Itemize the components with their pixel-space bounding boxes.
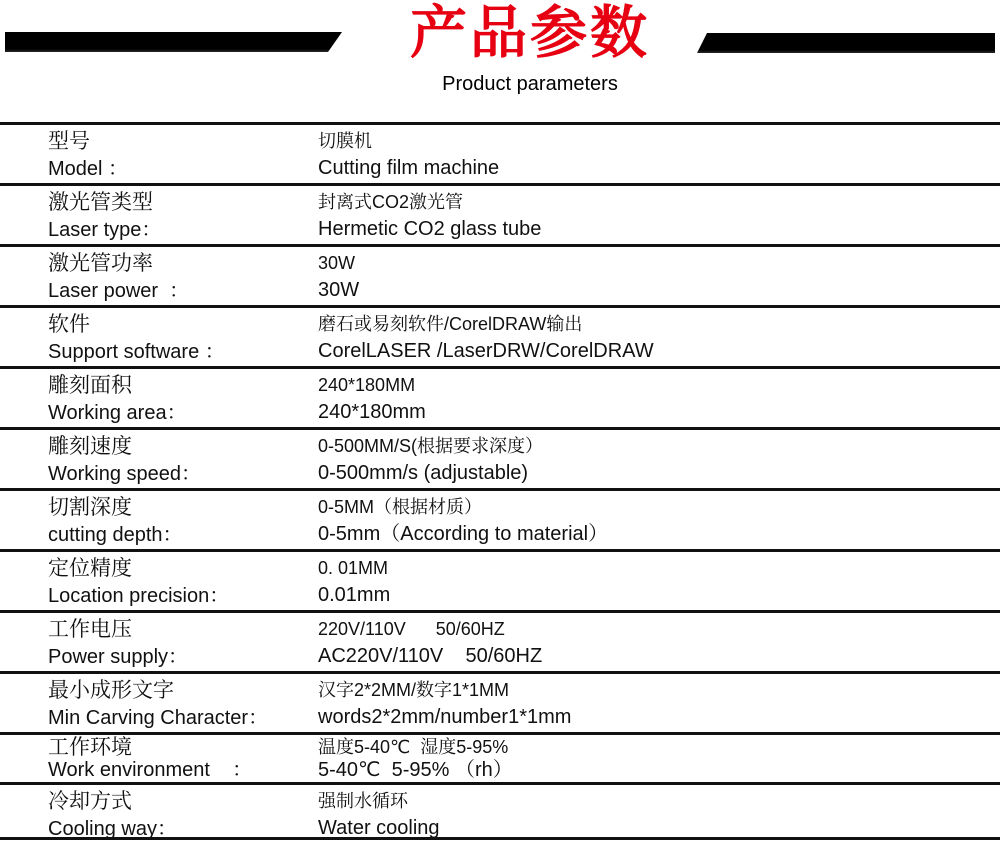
row-label bbox=[0, 433, 318, 488]
row-label bbox=[0, 616, 318, 671]
row-value bbox=[318, 677, 1000, 732]
label-cn: 工作电压 bbox=[48, 618, 132, 641]
table-row bbox=[0, 671, 1000, 732]
value-cn: 封离式CO2激光管 bbox=[318, 192, 464, 212]
page-subtitle: Product parameters bbox=[442, 73, 618, 95]
value-en: 30W bbox=[318, 279, 360, 301]
label-en: Working speed： bbox=[48, 463, 202, 485]
value-en: AC220V/110V 50/60HZ bbox=[318, 645, 543, 667]
value-en: 5-40℃ 5-95% （rh） bbox=[318, 759, 513, 781]
label-cn: 型号 bbox=[48, 130, 90, 153]
row-value bbox=[318, 555, 1000, 610]
value-cn: 强制水循环 bbox=[318, 791, 408, 811]
value-cn: 220V/110V 50/60HZ bbox=[318, 619, 505, 639]
row-label bbox=[0, 555, 318, 610]
row-label bbox=[0, 788, 318, 840]
table-row bbox=[0, 122, 1000, 183]
row-label bbox=[0, 250, 318, 305]
label-cn: 定位精度 bbox=[48, 557, 132, 580]
label-cn: 冷却方式 bbox=[48, 790, 132, 813]
label-cn: 最小成形文字 bbox=[48, 679, 174, 702]
label-en: Min Carving Character： bbox=[48, 707, 269, 729]
label-cn: 切割深度 bbox=[48, 496, 132, 519]
value-en: words2*2mm/number1*1mm bbox=[318, 706, 572, 728]
label-cn: 激光管功率 bbox=[48, 252, 153, 275]
value-cn: 0-5MM（根据材质） bbox=[318, 497, 483, 517]
label-en: Location precision： bbox=[48, 585, 230, 607]
label-cn: 激光管类型 bbox=[48, 191, 153, 214]
table-row bbox=[0, 549, 1000, 610]
table-row bbox=[0, 244, 1000, 305]
row-value bbox=[318, 372, 1000, 427]
row-label bbox=[0, 189, 318, 244]
row-label bbox=[0, 736, 318, 782]
label-en: Cooling way： bbox=[48, 818, 177, 840]
row-label bbox=[0, 311, 318, 366]
page-title: 产品参数 bbox=[410, 1, 650, 65]
label-cn: 雕刻速度 bbox=[48, 435, 132, 458]
table-row bbox=[0, 732, 1000, 782]
table-row bbox=[0, 610, 1000, 671]
label-en: Model ： bbox=[48, 158, 129, 180]
value-cn: 切膜机 bbox=[318, 131, 372, 151]
decor-bar-right bbox=[697, 33, 995, 53]
label-en: Support software ： bbox=[48, 341, 225, 363]
row-label bbox=[0, 494, 318, 549]
table-row bbox=[0, 366, 1000, 427]
value-cn: 0. 01MM bbox=[318, 558, 389, 578]
label-en: Laser type： bbox=[48, 219, 162, 241]
row-value bbox=[318, 128, 1000, 183]
row-value bbox=[318, 616, 1000, 671]
label-en: Work environment ： bbox=[48, 759, 253, 781]
table-row bbox=[0, 305, 1000, 366]
value-en: Cutting film machine bbox=[318, 157, 500, 179]
row-value bbox=[318, 250, 1000, 305]
row-value bbox=[318, 189, 1000, 244]
label-en: Laser power ： bbox=[48, 280, 190, 302]
label-en: Working area： bbox=[48, 402, 187, 424]
label-cn: 雕刻面积 bbox=[48, 374, 132, 397]
spec-table bbox=[0, 122, 1000, 840]
value-en: Water cooling bbox=[318, 817, 440, 839]
label-en: Power supply： bbox=[48, 646, 189, 668]
table-row bbox=[0, 183, 1000, 244]
value-en: 0-5mm（According to material） bbox=[318, 523, 609, 545]
row-label bbox=[0, 677, 318, 732]
value-cn: 磨石或易刻软件/CorelDRAW输出 bbox=[318, 314, 583, 334]
value-en: CorelLASER /LaserDRW/CorelDRAW bbox=[318, 340, 654, 362]
decor-bar-left bbox=[5, 32, 342, 52]
table-row bbox=[0, 427, 1000, 488]
row-label bbox=[0, 128, 318, 183]
label-cn: 软件 bbox=[48, 313, 90, 336]
value-cn: 温度5-40℃ 湿度5-95% bbox=[318, 737, 509, 757]
value-en: Hermetic CO2 glass tube bbox=[318, 218, 542, 240]
value-cn: 30W bbox=[318, 253, 356, 273]
value-en: 0.01mm bbox=[318, 584, 391, 606]
table-row bbox=[0, 782, 1000, 840]
value-en: 240*180mm bbox=[318, 401, 426, 423]
row-label bbox=[0, 372, 318, 427]
value-cn: 汉字2*2MM/数字1*1MM bbox=[318, 680, 510, 700]
value-cn: 0-500MM/S(根据要求深度） bbox=[318, 436, 544, 456]
row-value bbox=[318, 494, 1000, 549]
table-row bbox=[0, 488, 1000, 549]
label-cn: 工作环境 bbox=[48, 736, 132, 759]
label-en: cutting depth： bbox=[48, 524, 183, 546]
row-value bbox=[318, 788, 1000, 837]
row-value bbox=[318, 736, 1000, 782]
row-value bbox=[318, 433, 1000, 488]
row-value bbox=[318, 311, 1000, 366]
value-en: 0-500mm/s (adjustable) bbox=[318, 462, 529, 484]
value-cn: 240*180MM bbox=[318, 375, 416, 395]
